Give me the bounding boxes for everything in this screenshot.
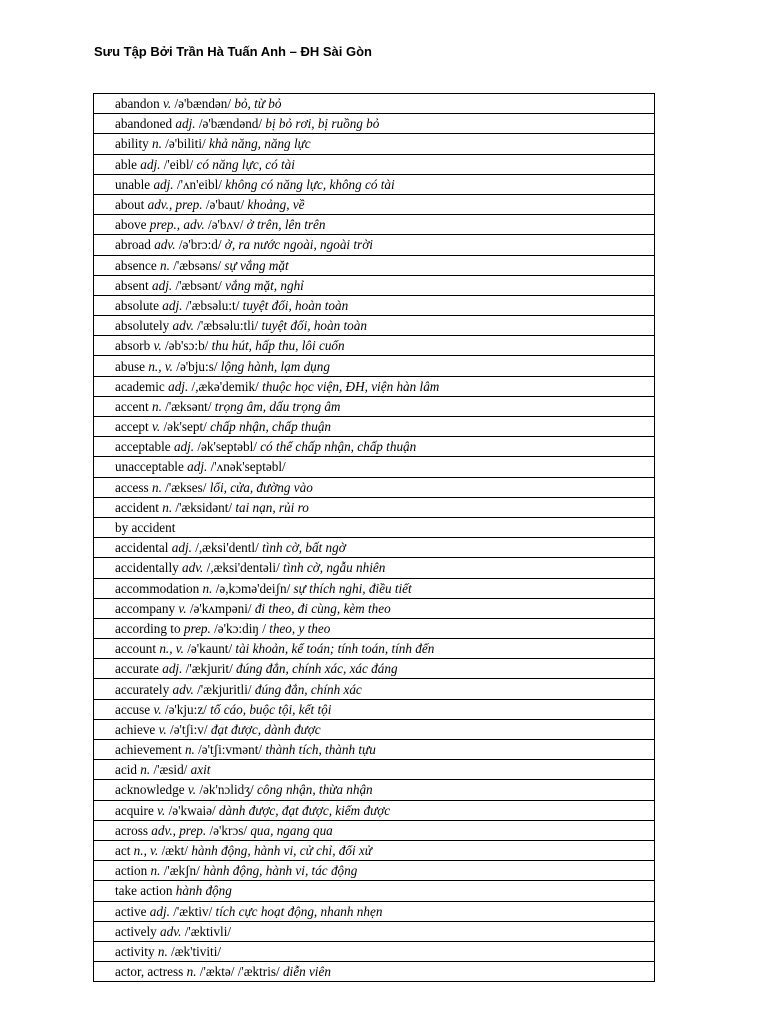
vocab-part-of-speech: adv. [160, 923, 182, 939]
vocab-cell [94, 679, 655, 699]
vocab-row [94, 820, 655, 840]
vocab-row [94, 780, 655, 800]
vocab-row [94, 941, 655, 961]
vocab-part-of-speech: n. [160, 257, 170, 273]
vocab-part-of-speech: v. [162, 96, 172, 112]
vocab-row [94, 437, 655, 457]
vocab-part-of-speech: v. [158, 721, 167, 737]
vocab-row [94, 457, 655, 477]
vocab-part-of-speech: n. [151, 398, 162, 414]
vocab-cell [94, 578, 655, 598]
vocab-cell [94, 255, 655, 275]
vocab-meaning: vắng mặt, nghỉ [225, 277, 304, 293]
vocab-meaning: tai nạn, rủi ro [235, 499, 309, 515]
vocab-part-of-speech: n., v. [148, 358, 173, 374]
vocab-cell [94, 598, 655, 618]
vocab-meaning: tình cờ, ngẫu nhiên [283, 560, 386, 576]
vocab-part-of-speech: v. [157, 802, 166, 818]
vocab-part-of-speech: v. [151, 419, 161, 435]
vocab-part-of-speech: n. [152, 136, 162, 152]
vocab-word: actor, actress [115, 964, 184, 980]
vocab-cell [94, 558, 655, 578]
vocab-part-of-speech: adj. [168, 378, 189, 394]
vocab-pronunciation: /ækt/ [161, 843, 189, 859]
vocab-cell [94, 134, 655, 154]
vocab-word: accurately [115, 681, 170, 697]
vocab-part-of-speech: n. [184, 742, 195, 758]
vocab-part-of-speech: adv. [154, 237, 176, 253]
vocab-cell [94, 336, 655, 356]
vocab-word: access [115, 479, 149, 495]
vocab-word: acceptable [115, 439, 171, 455]
vocab-row [94, 194, 655, 214]
vocab-word: accuse [115, 701, 151, 717]
vocab-word: act [115, 843, 131, 859]
vocab-part-of-speech: n. [151, 479, 162, 495]
vocab-part-of-speech: n. [157, 943, 168, 959]
vocab-meaning: hành động [175, 883, 232, 899]
vocab-part-of-speech: adv. [172, 681, 194, 697]
vocab-row [94, 881, 655, 901]
vocab-meaning: bị bỏ rơi, bị ruồng bỏ [265, 116, 380, 132]
vocab-cell [94, 861, 655, 881]
vocab-row [94, 517, 655, 537]
vocab-part-of-speech: adj. [152, 277, 173, 293]
vocab-row [94, 659, 655, 679]
vocab-part-of-speech: n. [186, 964, 197, 980]
vocab-word: accommodation [115, 580, 200, 596]
vocab-meaning: ở, ra nước ngoài, ngoài trời [224, 237, 373, 253]
vocab-pronunciation: /ək'sept/ [163, 419, 207, 435]
vocab-meaning: đúng đắn, chính xác, xác đáng [236, 661, 398, 677]
vocab-part-of-speech: prep., adv. [149, 217, 205, 233]
vocab-pronunciation: /'ækjuritli/ [197, 681, 252, 697]
vocab-pronunciation: /'æbsəlu:tli/ [197, 318, 259, 334]
vocab-word: absent [115, 277, 149, 293]
vocab-pronunciation: /,ækə'demik/ [191, 378, 259, 394]
vocab-word: accompany [115, 600, 176, 616]
vocab-word: acknowledge [115, 782, 185, 798]
vocab-word: absence [115, 257, 157, 273]
vocab-word: above [115, 217, 147, 233]
vocab-cell [94, 174, 655, 194]
vocab-pronunciation: /ə'tʃi:vmənt/ [198, 742, 263, 758]
vocab-cell [94, 659, 655, 679]
vocab-meaning: khả năng, năng lực [208, 136, 311, 152]
vocab-row [94, 336, 655, 356]
vocab-meaning: theo, y theo [269, 620, 331, 636]
vocab-cell [94, 901, 655, 921]
vocab-cell [94, 840, 655, 860]
vocab-cell [94, 719, 655, 739]
vocab-part-of-speech: n., v. [133, 843, 159, 859]
vocab-word: acquire [115, 802, 154, 818]
vocab-row [94, 215, 655, 235]
vocab-pronunciation: /,æksi'dentəli/ [206, 560, 280, 576]
vocab-cell [94, 154, 655, 174]
vocab-meaning: qua, ngang qua [250, 822, 333, 838]
vocab-word: abroad [115, 237, 151, 253]
vocab-part-of-speech: n. [140, 762, 151, 778]
vocab-part-of-speech: v. [178, 600, 187, 616]
vocab-word: abandoned [115, 116, 173, 132]
vocab-pronunciation: /ə'bændənd/ [198, 116, 263, 132]
vocab-part-of-speech: adv. [172, 318, 194, 334]
vocabulary-table [93, 93, 655, 982]
vocab-row [94, 699, 655, 719]
vocab-part-of-speech: adj. [171, 540, 192, 556]
vocab-part-of-speech: adv., prep. [147, 197, 203, 213]
vocab-cell [94, 94, 655, 114]
vocab-word: take action [115, 883, 173, 899]
vocab-part-of-speech: n., v. [159, 641, 184, 657]
vocab-row [94, 558, 655, 578]
vocab-row [94, 114, 655, 134]
vocab-cell [94, 215, 655, 235]
vocab-pronunciation: /'æksənt/ [165, 398, 212, 414]
vocab-row [94, 538, 655, 558]
vocab-cell [94, 295, 655, 315]
vocab-pronunciation: /'ʌnək'septəbl/ [210, 459, 286, 475]
vocab-word: accident [115, 499, 159, 515]
vocab-cell [94, 417, 655, 437]
vocab-part-of-speech: n. [150, 863, 161, 879]
vocab-word: across [115, 822, 148, 838]
vocab-pronunciation: /'æbsəns/ [173, 257, 222, 273]
vocab-meaning: tuyệt đối, hoàn toàn [242, 297, 349, 313]
vocab-word: abandon [115, 96, 160, 112]
vocab-word: accurate [115, 661, 159, 677]
vocab-part-of-speech: adj. [175, 116, 196, 132]
vocab-word: acid [115, 762, 137, 778]
vocab-part-of-speech: v. [187, 782, 197, 798]
vocab-row [94, 740, 655, 760]
vocab-word: accent [115, 398, 149, 414]
vocab-meaning: tình cờ, bất ngờ [262, 540, 346, 556]
vocab-meaning: thuộc học viện, ĐH, viện hàn lâm [262, 378, 440, 394]
vocab-cell [94, 699, 655, 719]
vocab-pronunciation: /əb'sɔ:b/ [164, 338, 209, 354]
vocab-pronunciation: /'æktə/ /'æktris/ [199, 964, 280, 980]
vocab-row [94, 376, 655, 396]
vocab-cell [94, 941, 655, 961]
vocab-pronunciation: /ə'kaunt/ [187, 641, 233, 657]
vocab-cell [94, 780, 655, 800]
vocab-part-of-speech: adj. [140, 156, 161, 172]
vocab-pronunciation: /'ækses/ [165, 479, 207, 495]
vocab-row [94, 134, 655, 154]
vocab-row [94, 356, 655, 376]
vocab-pronunciation: /'æsid/ [153, 762, 188, 778]
vocab-pronunciation: /ək'septəbl/ [197, 439, 257, 455]
vocab-meaning: khoảng, về [247, 197, 305, 213]
vocab-cell [94, 881, 655, 901]
vocab-pronunciation: /'ʌn'eibl/ [176, 176, 222, 192]
vocab-word: activity [115, 943, 155, 959]
vocab-pronunciation: /'ækjurit/ [185, 661, 233, 677]
vocab-meaning: công nhận, thừa nhận [257, 782, 373, 798]
vocab-part-of-speech: v. [153, 338, 162, 354]
vocab-pronunciation: /ə'brɔ:d/ [178, 237, 222, 253]
vocab-word: accidental [115, 540, 169, 556]
vocab-meaning: tố cáo, buộc tội, kết tội [210, 701, 332, 717]
vocab-cell [94, 538, 655, 558]
vocab-row [94, 598, 655, 618]
vocab-part-of-speech: prep. [183, 620, 211, 636]
vocab-row [94, 800, 655, 820]
vocab-pronunciation: /æk'tiviti/ [171, 943, 222, 959]
vocab-meaning: tuyệt đối, hoàn toàn [261, 318, 367, 334]
vocab-row [94, 295, 655, 315]
vocab-row [94, 235, 655, 255]
vocab-word: active [115, 903, 147, 919]
vocab-pronunciation: /ək'nɔlidʒ/ [199, 782, 254, 798]
vocab-word: ability [115, 136, 149, 152]
vocab-meaning: tài khoản, kế toán; tính toán, tính đến [235, 641, 435, 657]
vocab-row [94, 316, 655, 336]
vocab-pronunciation: /ə'bændən/ [174, 96, 232, 112]
vocab-meaning: dành được, đạt được, kiếm được [218, 802, 391, 818]
vocab-row [94, 679, 655, 699]
vocab-cell [94, 800, 655, 820]
vocab-pronunciation: /'eibl/ [163, 156, 194, 172]
vocab-cell [94, 921, 655, 941]
vocab-cell [94, 235, 655, 255]
vocab-row [94, 275, 655, 295]
vocab-row [94, 154, 655, 174]
vocab-part-of-speech: adj. [173, 439, 195, 455]
vocab-meaning: chấp nhận, chấp thuận [210, 419, 332, 435]
vocab-pronunciation: /'æktiv/ [173, 903, 213, 919]
vocab-word: able [115, 156, 137, 172]
vocab-row [94, 618, 655, 638]
vocab-meaning: tích cực hoạt động, nhanh nhẹn [215, 903, 383, 919]
vocab-cell [94, 760, 655, 780]
vocab-word: achieve [115, 721, 156, 737]
vocab-pronunciation: /'æksidənt/ [175, 499, 233, 515]
vocab-pronunciation: /,æksi'dentl/ [195, 540, 259, 556]
vocab-row [94, 760, 655, 780]
vocab-row [94, 840, 655, 860]
vocab-part-of-speech: adv. [182, 560, 204, 576]
vocab-cell [94, 639, 655, 659]
vocab-part-of-speech: adj. [162, 661, 183, 677]
vocab-row [94, 921, 655, 941]
vocab-row [94, 396, 655, 416]
vocab-part-of-speech: n. [202, 580, 213, 596]
vocab-pronunciation: /ə'kju:z/ [164, 701, 207, 717]
vocab-part-of-speech: v. [153, 701, 162, 717]
vocab-meaning: axit [190, 762, 211, 778]
vocab-pronunciation: /ə'bʌv/ [208, 217, 244, 233]
vocab-pronunciation: /ə'kwaiə/ [168, 802, 216, 818]
vocab-cell [94, 376, 655, 396]
vocab-word: by accident [115, 520, 176, 536]
vocab-meaning: trọng âm, dấu trọng âm [214, 398, 341, 414]
vocab-cell [94, 114, 655, 134]
vocab-row [94, 417, 655, 437]
vocab-row [94, 901, 655, 921]
vocab-word: achievement [115, 742, 182, 758]
vocab-word: abuse [115, 358, 146, 374]
vocab-cell [94, 437, 655, 457]
vocab-meaning: ở trên, lên trên [246, 217, 326, 233]
vocab-cell [94, 275, 655, 295]
vocab-meaning: thu hút, hấp thu, lôi cuốn [211, 338, 345, 354]
vocab-meaning: đúng đắn, chính xác [254, 681, 362, 697]
vocab-cell [94, 457, 655, 477]
vocab-cell [94, 316, 655, 336]
vocab-word: academic [115, 378, 165, 394]
vocab-cell [94, 356, 655, 376]
vocab-meaning: đạt được, dành được [210, 721, 321, 737]
vocab-meaning: sự vắng mặt [224, 257, 289, 273]
vocab-word: unable [115, 176, 151, 192]
vocab-meaning: bỏ, từ bỏ [234, 96, 282, 112]
vocab-part-of-speech: adj. [153, 176, 174, 192]
vocab-word: about [115, 197, 145, 213]
vocab-pronunciation: /ə'bju:s/ [176, 358, 218, 374]
document-header: Sưu Tập Bởi Trần Hà Tuấn Anh – ĐH Sài Gòn [94, 44, 372, 59]
vocab-row [94, 719, 655, 739]
vocab-meaning: hành động, hành vi, cử chỉ, đối xử [191, 843, 372, 859]
vocab-cell [94, 820, 655, 840]
vocab-pronunciation: /ə'baut/ [205, 197, 245, 213]
vocab-row [94, 497, 655, 517]
vocab-meaning: lộng hành, lạm dụng [220, 358, 330, 374]
vocab-row [94, 861, 655, 881]
vocab-pronunciation: /ə'kɔ:diŋ / [214, 620, 266, 636]
vocab-row [94, 94, 655, 114]
vocab-word: absolute [115, 297, 159, 313]
vocab-meaning: sự thích nghi, điều tiết [293, 580, 412, 596]
vocab-cell [94, 497, 655, 517]
vocab-word: account [115, 641, 157, 657]
vocab-pronunciation: /'æbsəlu:t/ [185, 297, 240, 313]
vocab-word: actively [115, 923, 157, 939]
vocab-meaning: có thể chấp nhận, chấp thuận [260, 439, 417, 455]
vocab-cell [94, 194, 655, 214]
vocabulary-table-body [94, 94, 655, 982]
vocab-word: action [115, 863, 148, 879]
vocab-pronunciation: /ə,kɔmə'deiʃn/ [215, 580, 291, 596]
vocab-word: absorb [115, 338, 151, 354]
vocab-pronunciation: /ə'kʌmpəni/ [189, 600, 252, 616]
vocab-part-of-speech: adj. [162, 297, 183, 313]
vocab-meaning: diễn viên [282, 964, 331, 980]
vocab-pronunciation: /ə'biliti/ [165, 136, 206, 152]
vocab-word: absolutely [115, 318, 170, 334]
vocab-meaning: có năng lực, có tài [196, 156, 295, 172]
vocab-pronunciation: /'æktivli/ [184, 923, 232, 939]
vocab-cell [94, 618, 655, 638]
vocab-pronunciation: /ə'krɔs/ [209, 822, 248, 838]
vocab-row [94, 477, 655, 497]
vocab-row [94, 578, 655, 598]
vocab-row [94, 174, 655, 194]
vocab-row [94, 255, 655, 275]
vocab-part-of-speech: adj. [187, 459, 208, 475]
vocab-meaning: không có năng lực, không có tài [225, 176, 395, 192]
vocab-meaning: hành động, hành vi, tác động [203, 863, 358, 879]
vocab-pronunciation: /'ækʃn/ [163, 863, 200, 879]
vocab-word: according to [115, 620, 181, 636]
vocab-meaning: đi theo, đi cùng, kèm theo [254, 600, 391, 616]
vocab-part-of-speech: adv., prep. [151, 822, 207, 838]
vocab-part-of-speech: adj. [149, 903, 170, 919]
vocab-cell [94, 517, 655, 537]
vocab-meaning: thành tích, thành tựu [265, 742, 376, 758]
vocab-word: unacceptable [115, 459, 184, 475]
vocab-row [94, 962, 655, 982]
vocab-pronunciation: /'æbsənt/ [175, 277, 222, 293]
vocab-row [94, 639, 655, 659]
vocab-cell [94, 477, 655, 497]
vocab-cell [94, 396, 655, 416]
vocab-part-of-speech: n. [162, 499, 173, 515]
vocab-word: accidentally [115, 560, 179, 576]
vocab-pronunciation: /ə'tʃi:v/ [170, 721, 208, 737]
vocab-meaning: lối, cửa, đường vào [209, 479, 313, 495]
vocab-word: accept [115, 419, 149, 435]
vocab-cell [94, 740, 655, 760]
vocab-cell [94, 962, 655, 982]
